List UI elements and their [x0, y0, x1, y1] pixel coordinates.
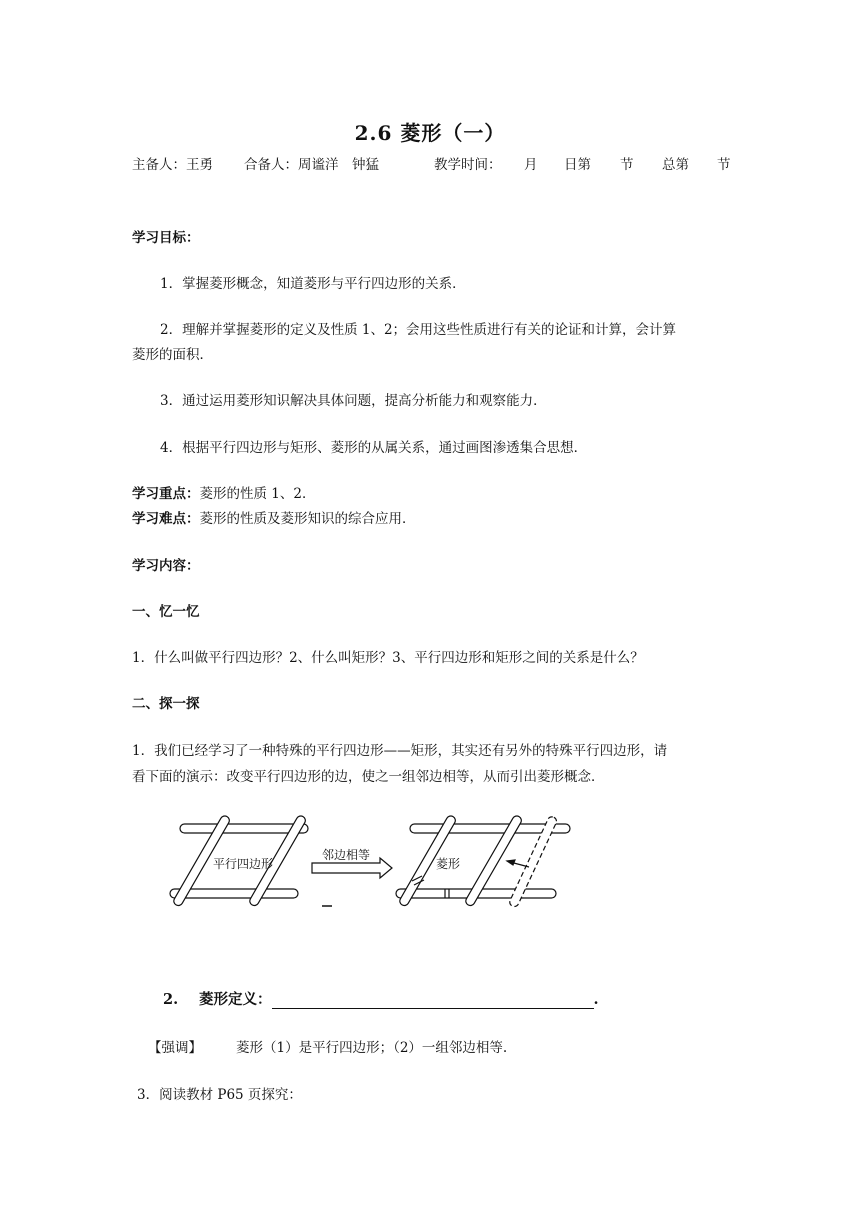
focus-text: 菱形的性质 1、2． — [199, 486, 316, 502]
objective-item: 4．根据平行四边形与矩形、菱形的从属关系，通过画图渗透集合思想． — [160, 440, 588, 456]
objective-item: 3．通过运用菱形知识解决具体问题，提高分析能力和观察能力． — [160, 393, 547, 409]
rhombus-figure — [396, 814, 570, 908]
definition-end: . — [593, 991, 599, 1008]
emphasis-text: 菱形（1）是平行四边形；（2）一组邻边相等. — [236, 1040, 508, 1056]
lesson-meta — [132, 153, 731, 173]
section2-heading: 二、探一探 — [132, 696, 200, 712]
definition-number: 2. — [163, 991, 179, 1008]
focus-line — [132, 482, 315, 502]
time-month: 月 — [524, 157, 538, 173]
objective-item-continued: 菱形的面积． — [132, 347, 213, 363]
focus-label: 学习重点： — [132, 486, 200, 502]
objective-item: 2．理解并掌握菱形的定义及性质 1、2；会用这些性质进行有关的论证和计算，会计算 — [160, 322, 677, 338]
difficulty-text: 菱形的性质及菱形知识的综合应用． — [199, 511, 416, 527]
definition-blank[interactable] — [272, 994, 594, 1009]
content-heading: 学习内容： — [132, 558, 200, 574]
item3-line: 3．阅读教材 P65 页探究： — [137, 1087, 302, 1103]
objective-item: 1．掌握菱形概念，知道菱形与平行四边形的关系． — [160, 276, 466, 292]
figure-left-label: 平行四边形 — [213, 857, 274, 871]
time-label: 教学时间： — [434, 157, 502, 173]
time-total: 总第 — [662, 157, 689, 173]
definition-label: 菱形定义： — [199, 991, 272, 1008]
emphasis-label: 【强调】 — [148, 1040, 202, 1056]
time-period: 节 — [620, 157, 634, 173]
rhombus-demo-figure — [160, 805, 580, 920]
page-title: 2.6 菱形（一） — [354, 121, 506, 145]
transform-arrow — [312, 847, 392, 906]
section1-question: 1．什么叫做平行四边形？2、什么叫矩形？3、平行四边形和矩形之间的关系是什么？ — [132, 650, 644, 666]
definition-line — [163, 988, 599, 1009]
time-day: 日第 — [564, 157, 591, 173]
lead-teacher: 主备人：王勇 — [132, 157, 213, 173]
objectives-heading: 学习目标： — [132, 230, 200, 246]
section1-heading: 一、忆一忆 — [132, 604, 200, 620]
section2-paragraph-line2: 看下面的演示：改变平行四边形的边，使之一组邻边相等，从而引出菱形概念． — [132, 769, 605, 785]
difficulty-line — [132, 507, 416, 527]
time-total-period: 节 — [717, 157, 731, 173]
figure-right-label: 菱形 — [436, 857, 461, 871]
co-teachers: 合备人：周谧洋 钟猛 — [244, 157, 379, 173]
motion-arrow — [507, 860, 529, 867]
difficulty-label: 学习难点： — [132, 511, 200, 527]
figure-arrow-label: 邻边相等 — [322, 848, 371, 862]
emphasis-line — [148, 1036, 507, 1056]
section2-paragraph-line1: 1．我们已经学习了一种特殊的平行四边形——矩形，其实还有另外的特殊平行四边形，请 — [132, 743, 668, 759]
